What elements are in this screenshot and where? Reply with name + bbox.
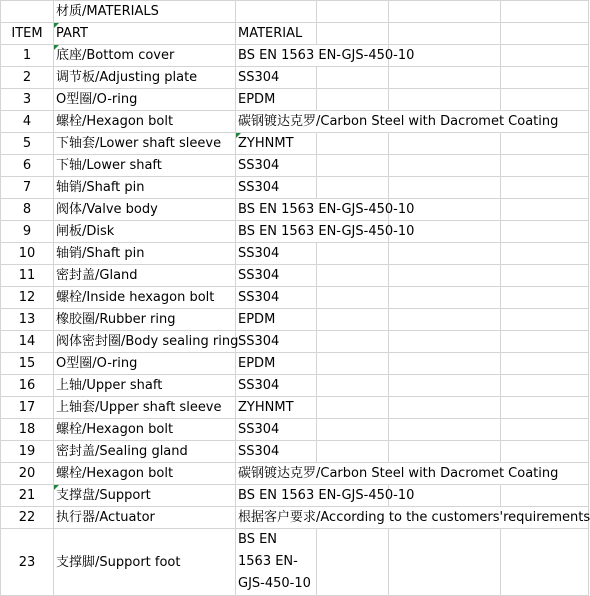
empty-cell[interactable] bbox=[389, 441, 501, 463]
part-cell[interactable]: 螺栓/Hexagon bolt bbox=[54, 419, 236, 441]
part-cell[interactable]: 阀体/Valve body bbox=[54, 199, 236, 221]
part-cell[interactable]: 轴销/Shaft pin bbox=[54, 243, 236, 265]
empty-cell[interactable] bbox=[317, 397, 389, 419]
item-number-cell[interactable]: 19 bbox=[1, 441, 54, 463]
item-number-cell[interactable]: 18 bbox=[1, 419, 54, 441]
empty-cell[interactable] bbox=[317, 265, 389, 287]
cell-d1[interactable] bbox=[317, 1, 389, 23]
empty-cell[interactable] bbox=[389, 265, 501, 287]
part-cell[interactable]: O型圈/O-ring bbox=[54, 89, 236, 111]
material-cell[interactable]: SS304 bbox=[236, 375, 317, 397]
empty-cell[interactable] bbox=[389, 89, 501, 111]
table-row bbox=[1, 265, 589, 287]
empty-cell[interactable] bbox=[501, 265, 589, 287]
material-cell[interactable]: BS EN 1563 EN-GJS-450-10 bbox=[236, 221, 389, 243]
table-row bbox=[1, 375, 589, 397]
column-header-item[interactable]: ITEM bbox=[1, 23, 54, 45]
material-text: BS EN 1563 EN-GJS-450-10 bbox=[238, 532, 311, 591]
empty-cell[interactable] bbox=[389, 177, 501, 199]
part-cell[interactable]: 螺栓/Inside hexagon bolt bbox=[54, 287, 236, 309]
empty-cell[interactable] bbox=[317, 353, 389, 375]
item-number-cell[interactable]: 12 bbox=[1, 287, 54, 309]
table-row bbox=[1, 221, 589, 243]
material-cell[interactable]: EPDM bbox=[236, 89, 317, 111]
part-cell[interactable]: 密封盖/Gland bbox=[54, 265, 236, 287]
empty-cell[interactable] bbox=[317, 133, 389, 155]
table-row bbox=[1, 529, 589, 596]
table-row bbox=[1, 441, 589, 463]
empty-cell[interactable] bbox=[389, 45, 501, 67]
table-row bbox=[1, 331, 589, 353]
table-row bbox=[1, 507, 589, 529]
table-row bbox=[1, 155, 589, 177]
table-row bbox=[1, 463, 589, 485]
material-cell[interactable]: BS EN 1563 EN-GJS-450-10 bbox=[236, 199, 389, 221]
part-cell[interactable]: 底座/Bottom cover bbox=[54, 45, 236, 67]
table-title[interactable]: 材质/MATERIALS bbox=[54, 1, 236, 23]
material-cell[interactable]: SS304 bbox=[236, 67, 317, 89]
table-row bbox=[1, 397, 589, 419]
empty-cell[interactable] bbox=[317, 309, 389, 331]
item-number-cell[interactable]: 10 bbox=[1, 243, 54, 265]
table-row bbox=[1, 199, 589, 221]
empty-cell[interactable] bbox=[389, 199, 501, 221]
material-cell[interactable]: SS304 bbox=[236, 155, 317, 177]
item-number-cell[interactable]: 14 bbox=[1, 331, 54, 353]
table-row bbox=[1, 353, 589, 375]
empty-cell[interactable] bbox=[389, 419, 501, 441]
material-cell[interactable]: BS EN 1563 EN-GJS-450-10 bbox=[236, 485, 389, 507]
empty-cell[interactable] bbox=[317, 155, 389, 177]
material-cell[interactable]: SS304 bbox=[236, 177, 317, 199]
item-number-cell[interactable]: 7 bbox=[1, 177, 54, 199]
part-cell[interactable]: 调节板/Adjusting plate bbox=[54, 67, 236, 89]
empty-cell[interactable] bbox=[317, 375, 389, 397]
part-cell[interactable]: 支撑盘/Support bbox=[54, 485, 236, 507]
item-number-cell[interactable]: 9 bbox=[1, 221, 54, 243]
table-row bbox=[1, 309, 589, 331]
item-number-cell[interactable]: 23 bbox=[1, 529, 54, 596]
empty-cell[interactable] bbox=[317, 529, 389, 596]
header-row bbox=[1, 23, 589, 45]
empty-cell[interactable] bbox=[317, 67, 389, 89]
empty-cell[interactable] bbox=[389, 287, 501, 309]
item-number-cell[interactable]: 15 bbox=[1, 353, 54, 375]
cell-e1[interactable] bbox=[389, 1, 501, 23]
item-number-cell[interactable]: 8 bbox=[1, 199, 54, 221]
material-cell[interactable]: SS304 bbox=[236, 287, 317, 309]
table-row bbox=[1, 45, 589, 67]
material-cell[interactable]: EPDM bbox=[236, 353, 317, 375]
item-number-cell[interactable]: 11 bbox=[1, 265, 54, 287]
empty-cell[interactable] bbox=[317, 419, 389, 441]
item-number-cell[interactable]: 1 bbox=[1, 45, 54, 67]
material-cell[interactable]: SS304 bbox=[236, 243, 317, 265]
cell-a1[interactable] bbox=[1, 1, 54, 23]
column-header-material[interactable]: MATERIAL bbox=[236, 23, 317, 45]
part-cell[interactable]: 下轴套/Lower shaft sleeve bbox=[54, 133, 236, 155]
empty-cell[interactable] bbox=[389, 375, 501, 397]
part-cell[interactable]: O型圈/O-ring bbox=[54, 353, 236, 375]
empty-cell[interactable] bbox=[317, 441, 389, 463]
table-row bbox=[1, 177, 589, 199]
empty-cell[interactable] bbox=[501, 441, 589, 463]
empty-cell[interactable] bbox=[501, 177, 589, 199]
empty-cell[interactable] bbox=[501, 67, 589, 89]
cell-c1[interactable] bbox=[236, 1, 317, 23]
empty-cell[interactable] bbox=[317, 287, 389, 309]
part-cell[interactable]: 橡胶圈/Rubber ring bbox=[54, 309, 236, 331]
part-cell[interactable]: 密封盖/Sealing gland bbox=[54, 441, 236, 463]
empty-cell[interactable] bbox=[501, 243, 589, 265]
material-cell[interactable]: SS304 bbox=[236, 441, 317, 463]
empty-cell[interactable] bbox=[389, 221, 501, 243]
material-cell[interactable]: SS304 bbox=[236, 265, 317, 287]
empty-cell[interactable] bbox=[317, 243, 389, 265]
table-row bbox=[1, 133, 589, 155]
material-cell[interactable]: 碳钢镀达克罗/Carbon Steel with Dacromet Coating bbox=[236, 463, 589, 485]
empty-cell[interactable] bbox=[501, 221, 589, 243]
empty-cell[interactable] bbox=[389, 309, 501, 331]
empty-cell[interactable] bbox=[317, 177, 389, 199]
empty-cell[interactable] bbox=[317, 331, 389, 353]
item-number-cell[interactable]: 13 bbox=[1, 309, 54, 331]
part-cell[interactable]: 支撑脚/Support foot bbox=[54, 529, 236, 596]
item-number-cell[interactable]: 22 bbox=[1, 507, 54, 529]
empty-cell[interactable] bbox=[389, 133, 501, 155]
item-number-cell[interactable]: 21 bbox=[1, 485, 54, 507]
cell-d2[interactable] bbox=[317, 23, 389, 45]
empty-cell[interactable] bbox=[501, 485, 589, 507]
item-number-cell[interactable]: 5 bbox=[1, 133, 54, 155]
table-row bbox=[1, 111, 589, 133]
item-number-cell[interactable]: 16 bbox=[1, 375, 54, 397]
empty-cell[interactable] bbox=[501, 309, 589, 331]
material-cell[interactable]: ZYHNMT bbox=[236, 397, 317, 419]
part-cell[interactable]: 轴销/Shaft pin bbox=[54, 177, 236, 199]
empty-cell[interactable] bbox=[501, 397, 589, 419]
column-header-part[interactable]: PART bbox=[54, 23, 236, 45]
material-cell[interactable]: BS EN 1563 EN-GJS-450-10 bbox=[236, 45, 389, 67]
cell-e2[interactable] bbox=[389, 23, 501, 45]
empty-cell[interactable] bbox=[389, 485, 501, 507]
part-cell[interactable]: 闸板/Disk bbox=[54, 221, 236, 243]
empty-cell[interactable] bbox=[389, 243, 501, 265]
table-row bbox=[1, 287, 589, 309]
empty-cell[interactable] bbox=[501, 89, 589, 111]
part-cell[interactable]: 上轴/Upper shaft bbox=[54, 375, 236, 397]
empty-cell[interactable] bbox=[501, 419, 589, 441]
cell-f2[interactable] bbox=[501, 23, 589, 45]
material-cell[interactable]: EPDM bbox=[236, 309, 317, 331]
empty-cell[interactable] bbox=[389, 155, 501, 177]
item-number-cell[interactable]: 6 bbox=[1, 155, 54, 177]
part-cell[interactable]: 执行器/Actuator bbox=[54, 507, 236, 529]
empty-cell[interactable] bbox=[501, 199, 589, 221]
empty-cell[interactable] bbox=[501, 45, 589, 67]
material-cell[interactable]: SS304 bbox=[236, 419, 317, 441]
table-row bbox=[1, 89, 589, 111]
empty-cell[interactable] bbox=[501, 375, 589, 397]
empty-cell[interactable] bbox=[501, 155, 589, 177]
item-number-cell[interactable]: 20 bbox=[1, 463, 54, 485]
empty-cell[interactable] bbox=[389, 353, 501, 375]
item-number-cell[interactable]: 2 bbox=[1, 67, 54, 89]
empty-cell[interactable] bbox=[389, 529, 501, 596]
empty-cell[interactable] bbox=[389, 67, 501, 89]
empty-cell[interactable] bbox=[501, 331, 589, 353]
cell-f1[interactable] bbox=[501, 1, 589, 23]
part-cell[interactable]: 上轴套/Upper shaft sleeve bbox=[54, 397, 236, 419]
empty-cell[interactable] bbox=[389, 397, 501, 419]
empty-cell[interactable] bbox=[501, 353, 589, 375]
material-cell[interactable]: 碳钢镀达克罗/Carbon Steel with Dacromet Coating bbox=[236, 111, 589, 133]
table-row bbox=[1, 419, 589, 441]
item-number-cell[interactable]: 17 bbox=[1, 397, 54, 419]
part-cell[interactable]: 阀体密封圈/Body sealing ring bbox=[54, 331, 236, 353]
table-row bbox=[1, 243, 589, 265]
empty-cell[interactable] bbox=[501, 529, 589, 596]
item-number-cell[interactable]: 4 bbox=[1, 111, 54, 133]
table-row bbox=[1, 67, 589, 89]
material-cell[interactable] bbox=[236, 529, 317, 596]
part-cell[interactable]: 螺栓/Hexagon bolt bbox=[54, 463, 236, 485]
title-row bbox=[1, 1, 589, 23]
material-cell[interactable]: SS304 bbox=[236, 331, 317, 353]
table-row bbox=[1, 485, 589, 507]
material-cell[interactable]: 根据客户要求/According to the customers'requirements bbox=[236, 507, 589, 529]
empty-cell[interactable] bbox=[501, 287, 589, 309]
part-cell[interactable]: 下轴/Lower shaft bbox=[54, 155, 236, 177]
part-cell[interactable]: 螺栓/Hexagon bolt bbox=[54, 111, 236, 133]
empty-cell[interactable] bbox=[317, 89, 389, 111]
item-number-cell[interactable]: 3 bbox=[1, 89, 54, 111]
material-cell[interactable]: ZYHNMT bbox=[236, 133, 317, 155]
empty-cell[interactable] bbox=[389, 331, 501, 353]
empty-cell[interactable] bbox=[501, 133, 589, 155]
